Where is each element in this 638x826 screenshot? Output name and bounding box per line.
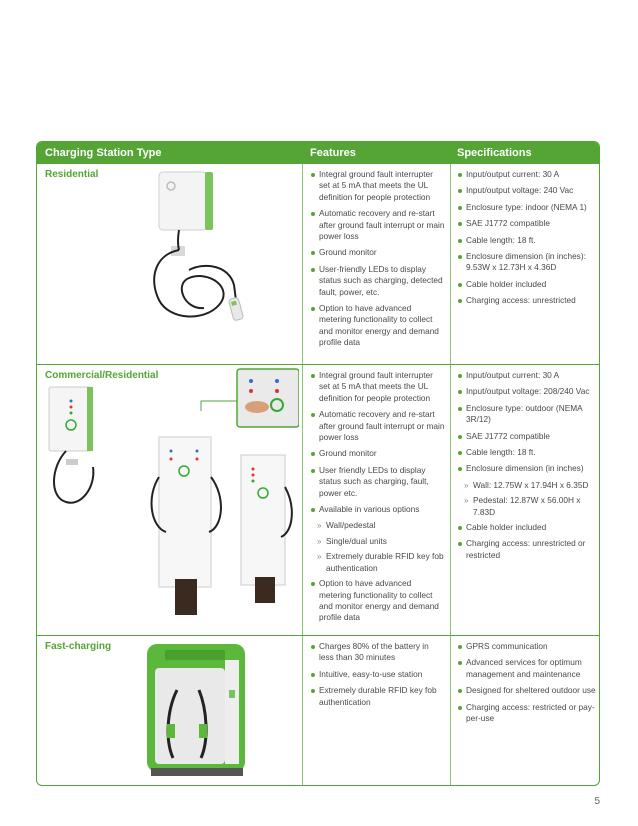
- list-item: SAE J1772 compatible: [457, 218, 597, 229]
- list-subitem: » Wall: 12.75W x 17.94H x 6.35D: [457, 480, 597, 491]
- list-item: Enclosure type: indoor (NEMA 1): [457, 202, 597, 213]
- table-row: [37, 636, 599, 786]
- header-features: Features: [310, 147, 356, 159]
- specifications-list: [457, 169, 597, 312]
- row-type-label: Residential: [45, 169, 99, 180]
- list-subitem: » Single/dual units: [310, 536, 445, 547]
- list-item: Designed for sheltered outdoor use: [457, 685, 597, 696]
- list-item: User friendly LEDs to display status such as charging, fault, power etc.: [310, 465, 445, 499]
- list-item: Enclosure dimension (in inches): 9.53W x 12.73H x 4.36D: [457, 251, 597, 274]
- list-item: Option to have advanced metering functionality to collect and monitor energy and demand profile data: [310, 303, 445, 349]
- row-type-label: Fast-charging: [45, 641, 112, 652]
- list-item: Cable holder included: [457, 279, 597, 290]
- table-header: [37, 142, 599, 164]
- list-item: Option to have advanced metering functionality to collect and monitor energy and demand profile data: [310, 578, 445, 624]
- list-item: Input/output current: 30 A: [457, 370, 597, 381]
- list-item: Enclosure dimension (in inches): [457, 463, 597, 474]
- list-item: Available in various options: [310, 504, 445, 515]
- list-subitem: » Extremely durable RFID key fob authentication: [310, 551, 445, 574]
- list-subitem: » Wall/pedestal: [310, 520, 445, 531]
- list-item: Input/output voltage: 240 Vac: [457, 185, 597, 196]
- list-item: Ground monitor: [310, 448, 445, 459]
- list-item: Automatic recovery and re-start after ground fault interrupt or main power loss: [310, 208, 445, 242]
- features-list: [310, 370, 445, 629]
- list-item: Advanced services for optimum management and maintenance: [457, 657, 597, 680]
- list-item: User-friendly LEDs to display status such as charging, detected fault, power, etc.: [310, 264, 445, 298]
- header-type: Charging Station Type: [45, 147, 162, 159]
- list-item: Integral ground fault interrupter set at 5 mA that meets the UL definition for people protection: [310, 169, 445, 203]
- list-item: Charging access: unrestricted or restricted: [457, 538, 597, 561]
- list-item: Input/output voltage: 208/240 Vac: [457, 386, 597, 397]
- list-item: SAE J1772 compatible: [457, 431, 597, 442]
- row-type-label: Commercial/Residential: [45, 370, 159, 381]
- table-row: [37, 365, 599, 635]
- fast-charger-image: [137, 640, 257, 780]
- residential-charger-image: [149, 170, 249, 330]
- specifications-list: [457, 370, 597, 566]
- list-item: Automatic recovery and re-start after ground fault interrupt or main power loss: [310, 409, 445, 443]
- specifications-list: [457, 641, 597, 729]
- commercial-charger-image: [41, 367, 299, 617]
- list-item: Charging access: restricted or pay-per-use: [457, 702, 597, 725]
- list-item: Charges 80% of the battery in less than 30 minutes: [310, 641, 445, 664]
- list-subitem: » Pedestal: 12.87W x 56.00H x 7.83D: [457, 495, 597, 518]
- list-item: Extremely durable RFID key fob authentication: [310, 685, 445, 708]
- list-item: Intuitive, easy-to-use station: [310, 669, 445, 680]
- list-item: Charging access: unrestricted: [457, 295, 597, 306]
- list-item: Cable length: 18 ft.: [457, 447, 597, 458]
- list-item: Cable length: 18 ft.: [457, 235, 597, 246]
- list-item: Cable holder included: [457, 522, 597, 533]
- list-item: Ground monitor: [310, 247, 445, 258]
- list-item: Integral ground fault interrupter set at 5 mA that meets the UL definition for people protection: [310, 370, 445, 404]
- table-row: [37, 164, 599, 364]
- page-number: 5: [594, 796, 600, 807]
- features-list: [310, 641, 445, 713]
- list-item: Enclosure type: outdoor (NEMA 3R/12): [457, 403, 597, 426]
- list-item: Input/output current: 30 A: [457, 169, 597, 180]
- header-specifications: Specifications: [457, 147, 532, 159]
- features-list: [310, 169, 445, 354]
- list-item: GPRS communication: [457, 641, 597, 652]
- charging-station-table: [36, 141, 600, 786]
